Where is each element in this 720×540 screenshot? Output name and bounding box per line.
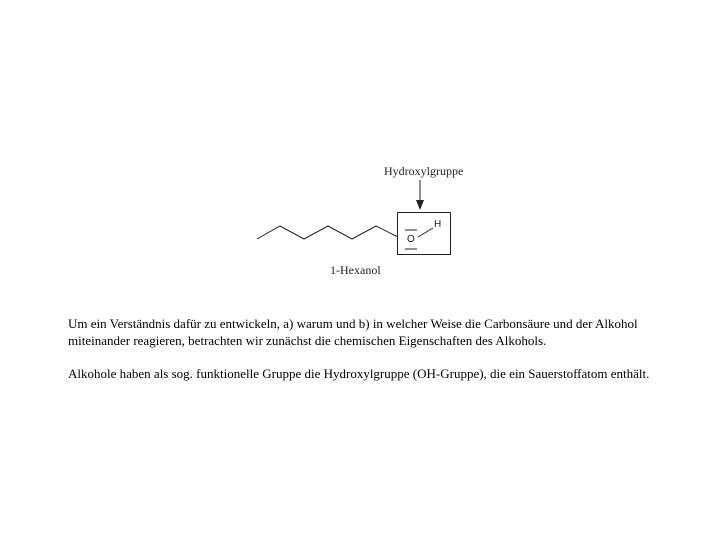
hydroxylgruppe-label: Hydroxylgruppe <box>384 164 464 178</box>
paragraph-1-text: Um ein Verständnis dafür zu entwickeln, a) warum und b) in welcher Weise die Carbonsäure und der Alkohol miteinander reagieren, betrachten wir zunächst die chemischen Eigenschaften des Alkohols. <box>68 316 638 348</box>
hydrogen-atom-label: H <box>434 219 442 230</box>
oh-bond <box>418 228 433 237</box>
pointer-arrow-head <box>416 200 424 210</box>
carbon-chain <box>257 226 398 239</box>
paragraph-2 <box>68 365 668 382</box>
paragraph-1 <box>68 315 668 349</box>
paragraph-2-text: Alkohole haben als sog. funktionelle Gruppe die Hydroxylgruppe (OH-Gruppe), die ein Sauerstoffatom enthält. <box>68 366 650 381</box>
oxygen-atom-label: O <box>407 234 415 245</box>
molecule-name-label: 1-Hexanol <box>330 263 381 277</box>
